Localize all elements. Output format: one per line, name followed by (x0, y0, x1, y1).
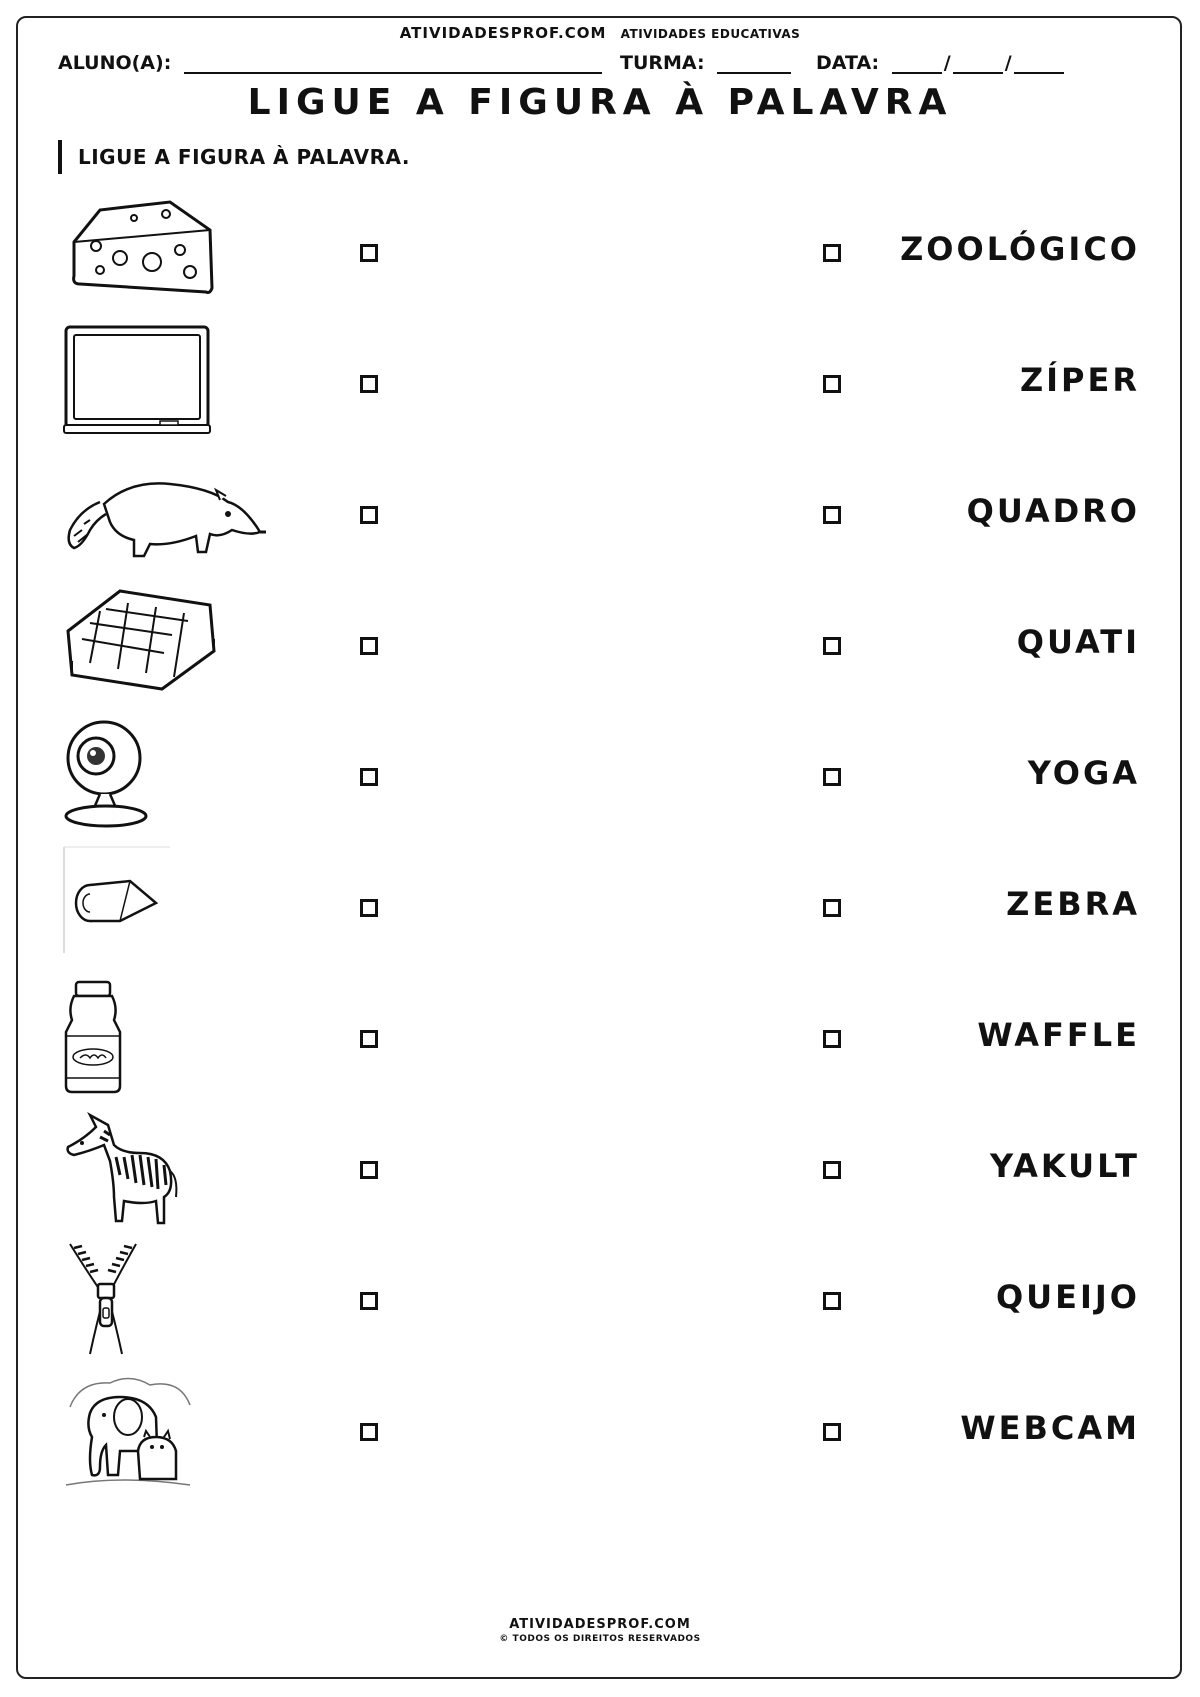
matching-row (60, 450, 1140, 580)
word-checkbox[interactable] (823, 506, 841, 524)
picture-checkbox[interactable] (360, 244, 378, 262)
picture-checkbox[interactable] (360, 1030, 378, 1048)
word-label: QUATI (1016, 623, 1140, 661)
word-checkbox[interactable] (823, 1423, 841, 1441)
student-field (58, 52, 602, 74)
word-label: ZOOLÓGICO (900, 230, 1140, 268)
yoga-mat-icon (60, 843, 280, 973)
coati-icon (60, 450, 280, 580)
waffle-icon (60, 581, 280, 711)
word-checkbox[interactable] (823, 375, 841, 393)
matching-row (60, 712, 1140, 842)
site-name[interactable]: ATIVIDADESPROF.COM (399, 24, 607, 42)
word-label: WAFFLE (977, 1016, 1140, 1054)
word-checkbox[interactable] (823, 637, 841, 655)
site-header (0, 24, 1200, 42)
word-checkbox[interactable] (823, 1030, 841, 1048)
picture-checkbox[interactable] (360, 1161, 378, 1179)
student-info-row (58, 52, 1148, 78)
zipper-icon (60, 1236, 280, 1366)
zoo-animals-icon (60, 1367, 280, 1497)
date-day-input[interactable] (892, 52, 942, 74)
matching-row (60, 319, 1140, 449)
date-separator: / (943, 52, 951, 74)
matching-row (60, 581, 1140, 711)
matching-row (60, 188, 1140, 318)
instruction-text: LIGUE A FIGURA À PALAVRA. (58, 140, 410, 174)
picture-checkbox[interactable] (360, 899, 378, 917)
word-checkbox[interactable] (823, 1161, 841, 1179)
student-label: ALUNO(A): (58, 52, 172, 74)
picture-checkbox[interactable] (360, 637, 378, 655)
picture-checkbox[interactable] (360, 506, 378, 524)
word-label: WEBCAM (960, 1409, 1140, 1447)
class-field (620, 52, 791, 74)
picture-checkbox[interactable] (360, 1423, 378, 1441)
word-checkbox[interactable] (823, 899, 841, 917)
word-label: ZÍPER (1019, 361, 1140, 399)
matching-row (60, 1367, 1140, 1497)
word-checkbox[interactable] (823, 1292, 841, 1310)
word-label: YAKULT (989, 1147, 1140, 1185)
word-checkbox[interactable] (823, 244, 841, 262)
picture-checkbox[interactable] (360, 1292, 378, 1310)
footer-site[interactable]: ATIVIDADESPROF.COM (509, 1617, 691, 1632)
matching-row (60, 1105, 1140, 1235)
zebra-icon (60, 1105, 280, 1235)
matching-row (60, 1236, 1140, 1366)
matching-row (60, 843, 1140, 973)
class-label: TURMA: (620, 52, 705, 74)
date-label: DATA: (816, 52, 880, 74)
picture-checkbox[interactable] (360, 768, 378, 786)
word-label: QUEIJO (995, 1278, 1140, 1316)
word-label: ZEBRA (1006, 885, 1140, 923)
word-label: YOGA (1027, 754, 1140, 792)
date-field (816, 52, 1064, 74)
cheese-icon (60, 188, 280, 318)
student-name-input[interactable] (184, 52, 602, 74)
date-separator: / (1004, 52, 1012, 74)
yakult-bottle-icon (60, 974, 280, 1104)
picture-checkbox[interactable] (360, 375, 378, 393)
footer-rights: © TODOS OS DIREITOS RESERVADOS (499, 1634, 701, 1644)
word-label: QUADRO (966, 492, 1140, 530)
matching-row (60, 974, 1140, 1104)
date-year-input[interactable] (1014, 52, 1064, 74)
webcam-icon (60, 712, 280, 842)
site-tagline: ATIVIDADES EDUCATIVAS (620, 27, 801, 41)
page-footer (0, 1617, 1200, 1644)
class-input[interactable] (717, 52, 791, 74)
blackboard-icon (60, 319, 280, 449)
date-month-input[interactable] (953, 52, 1003, 74)
word-checkbox[interactable] (823, 768, 841, 786)
page-title: LIGUE A FIGURA À PALAVRA (247, 82, 953, 123)
